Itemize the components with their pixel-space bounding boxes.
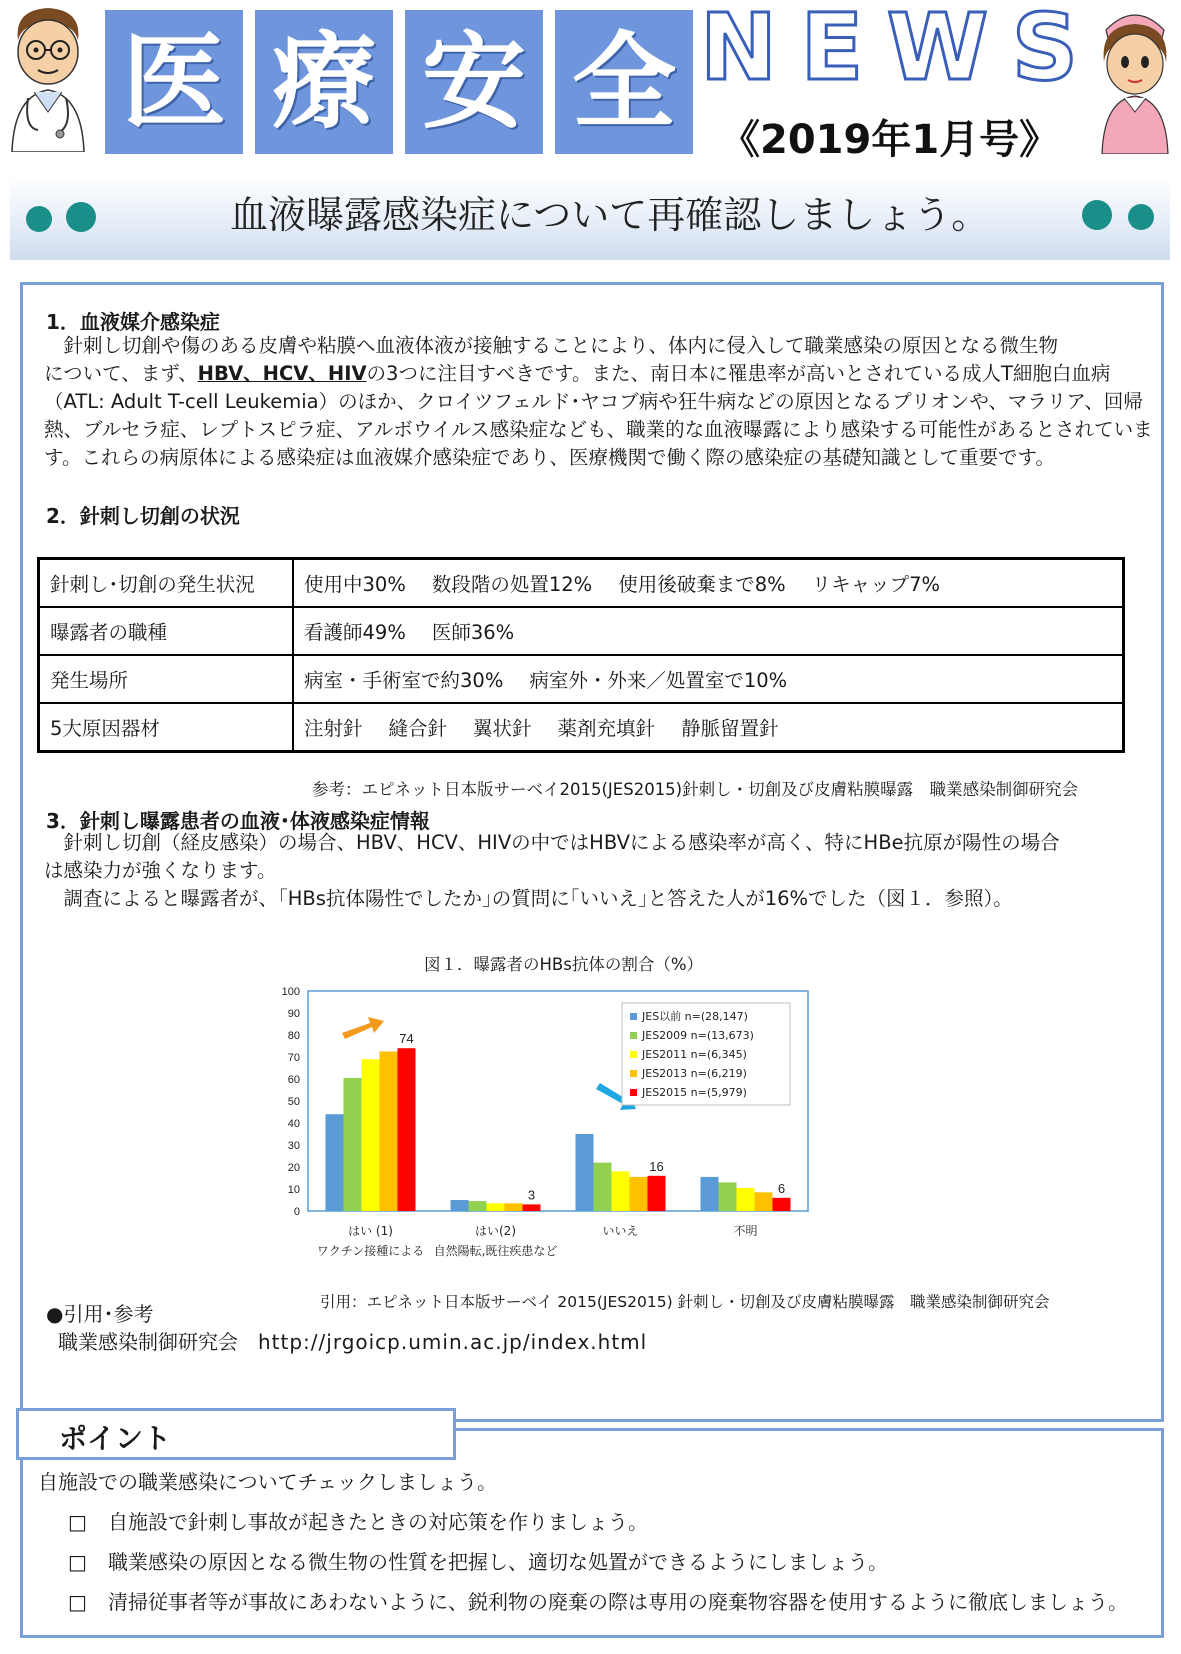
y-tick-label: 100	[281, 986, 300, 998]
table-row	[39, 607, 1124, 655]
chart-title: 図１．曝露者のHBs抗体の割合（%）	[424, 955, 704, 974]
chart-bar	[612, 1171, 630, 1211]
references-heading: ●引用･参考	[46, 1302, 154, 1326]
page-title: 血液曝露感染症について再確認しましょう。	[230, 193, 990, 237]
y-tick-label: 10	[287, 1184, 300, 1196]
checkbox-icon[interactable]: □	[68, 1510, 87, 1534]
banner-dot-icon	[26, 206, 52, 232]
legend-swatch	[630, 1051, 637, 1058]
table-key: 曝露者の職種	[39, 607, 294, 655]
chart-citation: 引用：エピネット日本版サーベイ 2015(JES2015) 針刺し・切創及び皮膚粘膜曝露 職業感染制御研究会	[320, 1293, 1050, 1311]
chart-bar	[701, 1177, 719, 1211]
x-tick-label: いいえ	[602, 1224, 639, 1238]
section3-heading: 3．針刺し曝露患者の血液･体液感染症情報	[46, 809, 430, 833]
y-tick-label: 90	[287, 1008, 300, 1020]
y-tick-label: 0	[293, 1206, 300, 1218]
chart-bar	[719, 1182, 737, 1211]
chart-bar	[576, 1134, 594, 1211]
chart-bar	[773, 1198, 791, 1211]
table-value: 看護師49% 医師36%	[293, 607, 1124, 655]
legend-entry: JES2015 n=(5,979)	[642, 1086, 747, 1099]
references-line: 職業感染制御研究会 http://jrgoicp.umin.ac.jp/index.html	[58, 1330, 648, 1354]
point-tab: ポイント	[16, 1408, 456, 1460]
checkbox-icon[interactable]: □	[68, 1590, 87, 1614]
point-intro: 自施設での職業感染についてチェックしましょう。	[38, 1470, 497, 1494]
title-kanji-2: 療	[255, 10, 393, 154]
legend-swatch	[630, 1032, 637, 1039]
y-tick-label: 70	[287, 1052, 300, 1064]
legend-entry: JES2013 n=(6,219)	[642, 1067, 747, 1080]
chart-bar	[326, 1114, 344, 1211]
banner-dot-icon	[1082, 200, 1112, 230]
x-tick-label: はい (1)	[348, 1224, 393, 1238]
chart-bar	[344, 1078, 362, 1211]
news-title: N E W S	[700, 0, 1080, 101]
checklist-item: □ 職業感染の原因となる微生物の性質を把握し、適切な処置ができるようにしましょう。	[68, 1550, 888, 1574]
chart-bar	[380, 1052, 398, 1212]
chart-bar	[451, 1200, 469, 1211]
legend-entry: JES2009 n=(13,673)	[642, 1029, 754, 1042]
data-label: 3	[527, 1187, 536, 1203]
issue-label: 《2019年1月号》	[720, 117, 1060, 163]
x-tick-label: はい(2)	[475, 1224, 516, 1238]
pathogen-highlight: HBV、HCV、HIV	[197, 362, 367, 385]
legend-entry: JES2011 n=(6,345)	[642, 1048, 747, 1061]
legend-swatch	[630, 1089, 637, 1096]
table-key: 発生場所	[39, 655, 294, 703]
table-row	[39, 655, 1124, 703]
section1-text: 針刺し切創や傷のある皮膚や粘膜へ血液体液が接触することにより、体内に侵入して職業感染の原因となる微生物 について、まず、HBV、HCV、HIVの3つに注目すべきです。また、南日本に罹患率が高いとされている成人T細胞白血病 （ATL: Adult T-cell Leukemia）のほか、クロイツフェルド･ヤコブ病や狂牛病などの原因となるプリオンや、マラリア、回帰 熱、ブルセラ症、レプトスピラ症、アルボウイルス感染症なども、職業的な血液曝露により感染する可能性があるとされていま す。これらの病原体による感染症は血液媒介感染症であり、医療機関で働く際の感染症の基礎知識として重要です。	[44, 334, 1153, 469]
y-tick-label: 30	[287, 1140, 300, 1152]
table-reference: 参考：エピネット日本版サーベイ2015(JES2015)針刺し・切創及び皮膚粘膜曝露 職業感染制御研究会	[312, 780, 1079, 799]
nurse-illustration	[1092, 2, 1178, 154]
table-key: 針刺し･切創の発生状況	[39, 559, 294, 608]
nurse-icon	[1092, 2, 1178, 154]
title-kanji-1: 医	[105, 10, 243, 154]
legend-swatch	[630, 1013, 637, 1020]
doctor-illustration	[4, 4, 92, 152]
x-tick-label: 自然陽転,既往疾患など	[433, 1244, 558, 1258]
y-tick-label: 50	[287, 1096, 300, 1108]
chart-bar	[362, 1059, 380, 1211]
table-value: 病室・手術室で約30% 病室外・外来／処置室で10%	[293, 655, 1124, 703]
chart-bar	[523, 1204, 541, 1211]
chart-bar	[630, 1177, 648, 1211]
y-tick-label: 20	[287, 1162, 300, 1174]
table-row	[39, 559, 1124, 608]
section3-text: 針刺し切創（経皮感染）の場合、HBV、HCV、HIVの中ではHBVによる感染率が高く、特にHBe抗原が陽性の場合 は感染力が強くなります。 調査によると曝露者が、｢HBs抗体陽性でしたか｣の質問に｢いいえ｣と答えた人が16%でした（図１．参照）。	[44, 831, 1060, 910]
banner-dot-icon	[66, 202, 96, 232]
banner-dot-icon	[1128, 204, 1154, 230]
checkbox-icon[interactable]: □	[68, 1550, 87, 1574]
x-tick-label: ワクチン接種による	[316, 1244, 425, 1258]
title-kanji-4: 全	[555, 10, 693, 154]
table-row	[39, 703, 1124, 752]
chart-bar	[755, 1192, 773, 1211]
chart-bar	[594, 1163, 612, 1211]
section2-heading: 2．針刺し切創の状況	[46, 504, 240, 528]
chart-bar	[505, 1203, 523, 1211]
x-tick-label: 不明	[733, 1224, 758, 1238]
chart-bar	[648, 1176, 666, 1211]
y-tick-label: 40	[287, 1118, 300, 1130]
legend-swatch	[630, 1070, 637, 1077]
table-value: 使用中30% 数段階の処置12% 使用後破棄まで8% リキャップ7%	[293, 559, 1124, 608]
data-label: 16	[649, 1158, 664, 1174]
table-value: 注射針 縫合針 翼状針 薬剤充填針 静脈留置針	[293, 703, 1124, 752]
data-label: 6	[777, 1180, 786, 1196]
title-kanji-3: 安	[405, 10, 543, 154]
chart-bar	[487, 1203, 505, 1211]
injury-status-table	[37, 557, 1125, 753]
y-tick-label: 80	[287, 1030, 300, 1042]
chart-bar	[398, 1048, 416, 1211]
chart-bar	[469, 1201, 487, 1211]
chart-bar	[737, 1188, 755, 1211]
reference-link[interactable]: http://jrgoicp.umin.ac.jp/index.html	[258, 1330, 648, 1354]
data-label: 74	[399, 1031, 414, 1047]
section1-heading: 1．血液媒介感染症	[46, 310, 220, 334]
table-key: 5大原因器材	[39, 703, 294, 752]
y-tick-label: 60	[287, 1074, 300, 1086]
checklist-item: □ 自施設で針刺し事故が起きたときの対応策を作りましょう。	[68, 1510, 648, 1534]
hbs-antibody-chart	[278, 985, 838, 1275]
checklist-item: □ 清掃従事者等が事故にあわないように、鋭利物の廃棄の際は専用の廃棄物容器を使用するように徹底しましょう。	[68, 1590, 1128, 1614]
doctor-icon	[4, 4, 92, 152]
legend-entry: JES以前 n=(28,147)	[642, 1010, 748, 1023]
